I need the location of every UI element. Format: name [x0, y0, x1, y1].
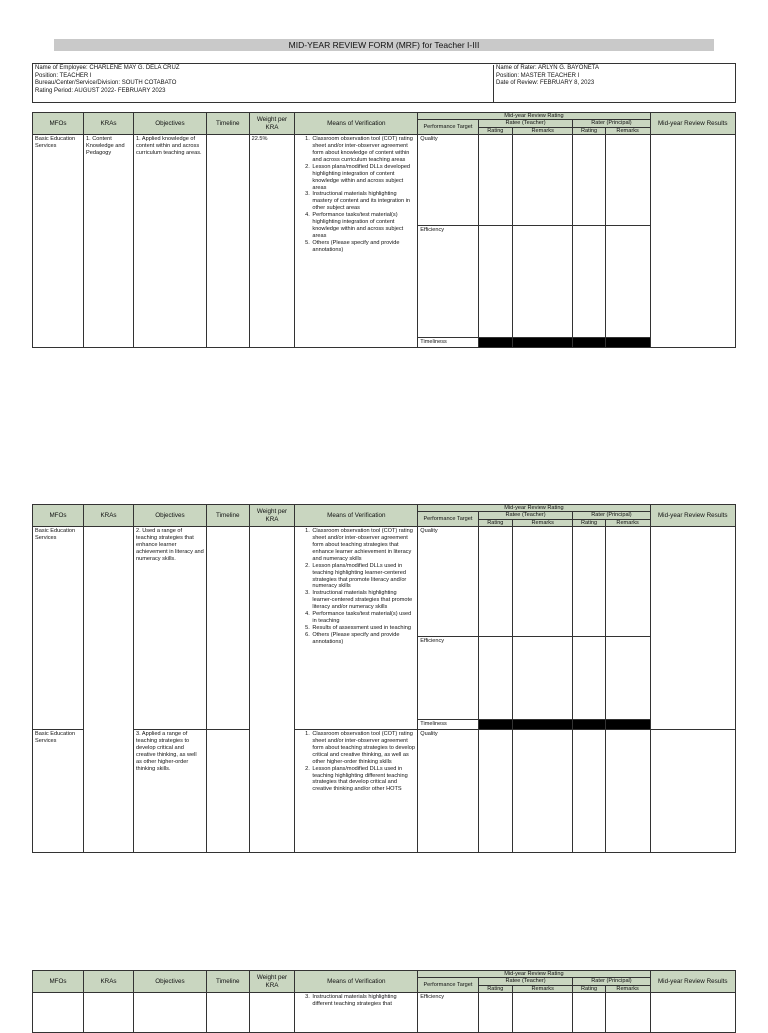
results-cell[interactable]	[650, 135, 735, 348]
header-weight: Weight per KRA	[249, 971, 295, 993]
rater-info	[493, 65, 599, 103]
mfo-cell: Basic Education Services	[33, 135, 84, 348]
timeline-cell	[206, 730, 249, 853]
objective-cell	[134, 993, 207, 1033]
header-rater-rating: Rating	[573, 985, 605, 992]
mov-item: 4. Performance tasks/test material(s) highlighting integration of content knowledge within and across subject areas	[311, 212, 415, 240]
header-ratee: Ratee (Teacher)	[478, 512, 573, 519]
means-of-verification-cell	[295, 993, 418, 1033]
employee-bureau: Bureau/Center/Service/Division: SOUTH COTABATO	[35, 80, 177, 87]
rater-remarks-cell[interactable]	[605, 993, 650, 1033]
weight-cell	[249, 527, 295, 853]
header-mfos: MFOs	[33, 505, 84, 527]
header-rater-rating: Rating	[573, 519, 605, 526]
target-quality: Quality	[418, 527, 478, 637]
rater-name: Name of Rater: ARLYN G. BAYONETA	[496, 65, 600, 71]
employee-position: Position: TEACHER I	[35, 72, 92, 79]
timeliness-fill	[573, 720, 605, 730]
mov-item: 6. Others (Please specify and provide annotations)	[311, 632, 415, 646]
mfo-cell: Basic Education Services	[33, 730, 84, 853]
means-of-verification-cell	[295, 527, 418, 730]
header-rater-rating: Rating	[573, 127, 605, 134]
mov-item: 5. Results of assessment used in teaching	[311, 625, 415, 632]
header-timeline: Timeline	[206, 505, 249, 527]
mov-item: 1. Classroom observation tool (COT) rating sheet and/or inter-observer agreement form about knowledge of content within and across curriculum teaching areas	[311, 136, 415, 164]
means-of-verification-cell	[295, 730, 418, 853]
mov-item: 3. Instructional materials highlighting different teaching strategies that	[311, 994, 415, 1008]
rater-remarks-cell[interactable]	[605, 637, 650, 720]
timeline-cell	[206, 527, 249, 730]
header-performance-target: Performance Target	[418, 978, 478, 993]
employee-name: Name of Employee: CHARLENE MAY G. DELA CRUZ	[35, 65, 180, 71]
objective-cell: 1. Applied knowledge of content within and across curriculum teaching areas.	[134, 135, 207, 348]
header-ratee: Ratee (Teacher)	[478, 978, 573, 985]
rater-remarks-cell[interactable]	[605, 226, 650, 338]
kra-cell: 1. Content Knowledge and Pedagogy	[84, 135, 134, 348]
rater-position: Position: MASTER TEACHER I	[496, 72, 580, 79]
ratee-rating-cell[interactable]	[478, 226, 512, 338]
header-mfos: MFOs	[33, 113, 84, 135]
header-rater: Rater (Principal)	[573, 512, 650, 519]
rater-rating-cell[interactable]	[573, 527, 605, 637]
header-ratee-remarks: Remarks	[513, 519, 573, 526]
target-quality: Quality	[418, 135, 478, 226]
header-rater: Rater (Principal)	[573, 120, 650, 127]
timeliness-fill	[478, 338, 512, 348]
review-table-section-2	[32, 504, 736, 853]
rater-rating-cell[interactable]	[573, 730, 605, 853]
header-results: Mid-year Review Results	[650, 505, 735, 527]
header-ratee-rating: Rating	[478, 985, 512, 992]
target-efficiency: Efficiency	[418, 637, 478, 720]
review-table-section-1	[32, 112, 736, 348]
header-timeline: Timeline	[206, 971, 249, 993]
header-ratee-rating: Rating	[478, 519, 512, 526]
header-ratee-remarks: Remarks	[513, 127, 573, 134]
ratee-rating-cell[interactable]	[478, 135, 512, 226]
header-timeline: Timeline	[206, 113, 249, 135]
results-cell[interactable]	[650, 527, 735, 730]
mov-item: 3. Instructional materials highlighting mastery of content and its integration in other subject areas	[311, 191, 415, 212]
rater-rating-cell[interactable]	[573, 226, 605, 338]
header-means-of-verification: Means of Verification	[295, 971, 418, 993]
review-date: Date of Review: FEBRUARY 8, 2023	[496, 80, 595, 87]
mov-item: 4. Performance tasks/test material(s) used in teaching	[311, 611, 415, 625]
ratee-rating-cell[interactable]	[478, 527, 512, 637]
objective-cell: 2. Used a range of teaching strategies that enhance learner achievement in literacy and numeracy skills.	[134, 527, 207, 730]
header-weight: Weight per KRA	[249, 505, 295, 527]
timeliness-fill	[478, 720, 512, 730]
header-results: Mid-year Review Results	[650, 971, 735, 993]
header-midyear-rating: Mid-year Review Rating	[418, 505, 650, 512]
header-rater-remarks: Remarks	[605, 519, 650, 526]
ratee-remarks-cell[interactable]	[513, 730, 573, 853]
rater-rating-cell[interactable]	[573, 135, 605, 226]
kra-cell	[84, 527, 134, 853]
header-ratee-rating: Rating	[478, 127, 512, 134]
rater-remarks-cell[interactable]	[605, 527, 650, 637]
header-means-of-verification: Means of Verification	[295, 505, 418, 527]
rater-rating-cell[interactable]	[573, 637, 605, 720]
header-objectives: Objectives	[134, 971, 207, 993]
timeline-cell	[206, 135, 249, 348]
target-efficiency: Efficiency	[418, 226, 478, 338]
mov-item: 1. Classroom observation tool (COT) rating sheet and/or inter-observer agreement form about teaching strategies to develop critical and creative thinking, as well as other higher-order thinking skills	[311, 731, 415, 766]
ratee-remarks-cell[interactable]	[513, 527, 573, 637]
header-ratee: Ratee (Teacher)	[478, 120, 573, 127]
mfo-cell	[33, 993, 84, 1033]
timeliness-fill	[573, 338, 605, 348]
review-table	[32, 112, 736, 348]
header-kras: KRAs	[84, 971, 134, 993]
mov-item: 1. Classroom observation tool (COT) rating sheet and/or inter-observer agreement form about teaching strategies that enhance learner achievement in literacy and numeracy skills	[311, 528, 415, 563]
review-table	[32, 504, 736, 853]
mov-item: 2. Lesson plans/modified DLLs used in teaching highlighting different teaching strategies that develop critical and creative thinking and/or other HOTS	[311, 766, 415, 794]
mov-item: 3. Instructional materials highlighting learner-centered strategies that promote literacy and/or numeracy skills	[311, 590, 415, 611]
header-mfos: MFOs	[33, 971, 84, 993]
mfo-cell: Basic Education Services	[33, 527, 84, 730]
timeliness-fill	[605, 720, 650, 730]
header-objectives: Objectives	[134, 505, 207, 527]
header-rater-remarks: Remarks	[605, 127, 650, 134]
header-performance-target: Performance Target	[418, 120, 478, 135]
ratee-remarks-cell[interactable]	[513, 637, 573, 720]
target-quality: Quality	[418, 730, 478, 853]
header-midyear-rating: Mid-year Review Rating	[418, 113, 650, 120]
results-cell[interactable]	[650, 993, 735, 1033]
ratee-remarks-cell[interactable]	[513, 993, 573, 1033]
weight-cell: 22.5%	[249, 135, 295, 348]
header-midyear-rating: Mid-year Review Rating	[418, 971, 650, 978]
mov-item: 2. Lesson plans/modified DLLs developed highlighting integration of content knowledge within and across subject areas	[311, 164, 415, 192]
mov-item: 5. Others (Please specify and provide annotations)	[311, 240, 415, 254]
header-kras: KRAs	[84, 505, 134, 527]
header-performance-target: Performance Target	[418, 512, 478, 527]
header-objectives: Objectives	[134, 113, 207, 135]
mov-item: 2. Lesson plans/modified DLLs used in teaching highlighting learner-centered strategies that promote literacy and/or numeracy skills	[311, 563, 415, 591]
means-of-verification-cell	[295, 135, 418, 348]
employee-info	[35, 65, 180, 95]
ratee-remarks-cell[interactable]	[513, 135, 573, 226]
kra-cell	[84, 993, 134, 1033]
header-rater-remarks: Remarks	[605, 985, 650, 992]
target-timeliness: Timeliness	[418, 720, 478, 730]
rater-remarks-cell[interactable]	[605, 730, 650, 853]
header-weight: Weight per KRA	[249, 113, 295, 135]
timeliness-fill	[513, 338, 573, 348]
ratee-remarks-cell[interactable]	[513, 226, 573, 338]
ratee-rating-cell[interactable]	[478, 993, 512, 1033]
header-rater: Rater (Principal)	[573, 978, 650, 985]
results-cell[interactable]	[650, 730, 735, 853]
employee-info-box	[32, 63, 736, 103]
header-kras: KRAs	[84, 113, 134, 135]
rating-period: Rating Period: AUGUST 2022- FEBRUARY 2023	[35, 87, 166, 94]
form-title: MID-YEAR REVIEW FORM (MRF) for Teacher I-III	[54, 39, 714, 51]
objective-cell: 3. Applied a range of teaching strategies to develop critical and creative thinking, as well as other higher-order thinking skills.	[134, 730, 207, 853]
rater-rating-cell[interactable]	[573, 993, 605, 1033]
timeline-cell	[206, 993, 249, 1033]
ratee-rating-cell[interactable]	[478, 730, 512, 853]
header-means-of-verification: Means of Verification	[295, 113, 418, 135]
timeliness-fill	[605, 338, 650, 348]
header-ratee-remarks: Remarks	[513, 985, 573, 992]
header-results: Mid-year Review Results	[650, 113, 735, 135]
target-timeliness: Timeliness	[418, 338, 478, 348]
weight-cell	[249, 993, 295, 1033]
timeliness-fill	[513, 720, 573, 730]
rater-remarks-cell[interactable]	[605, 135, 650, 226]
ratee-rating-cell[interactable]	[478, 637, 512, 720]
target-efficiency: Efficiency	[418, 993, 478, 1033]
